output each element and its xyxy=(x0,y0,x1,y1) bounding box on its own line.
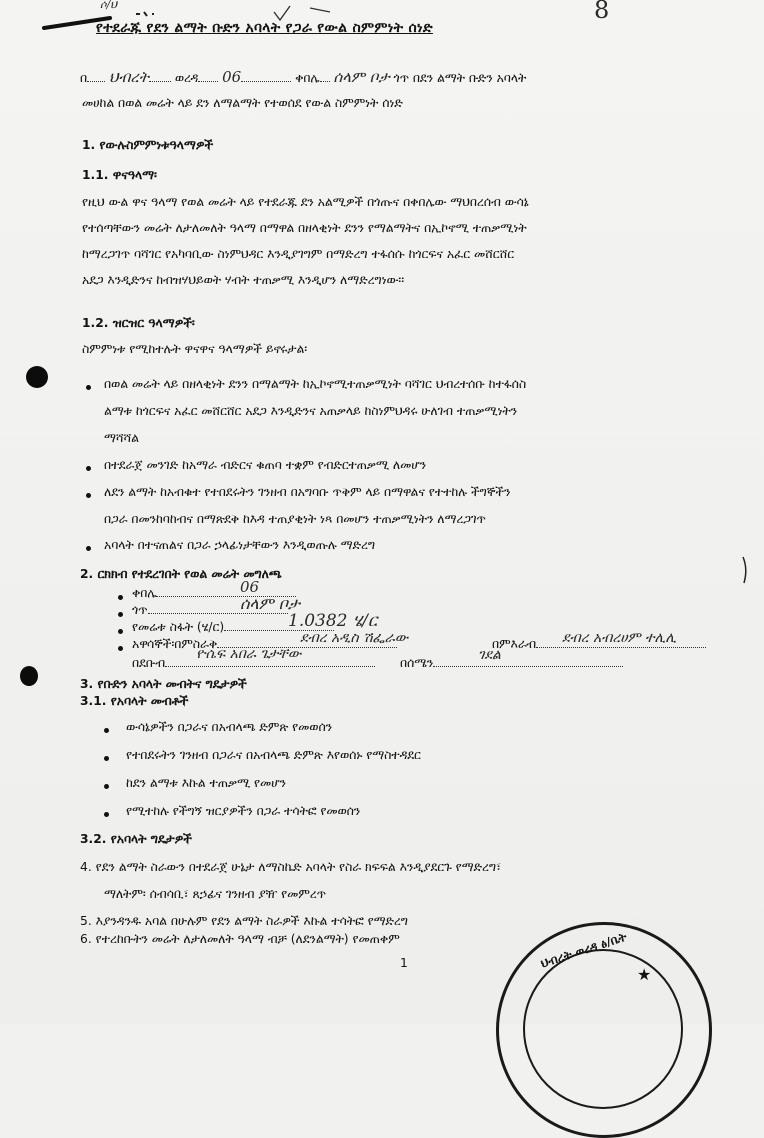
section-1-2-intro: ስምምነቱ የሚከተሉት ዋናዋና ዓላማዎች ይኖሩታል፡ xyxy=(82,342,308,356)
star-icon: ★ xyxy=(637,965,652,984)
bullet-icon xyxy=(118,612,123,617)
numbered-item-4: 4. የደን ልማት ስራውን በተደራጀ ሁኔታ ለማስኬድ አባላት የስራ ክፍፍል እንዲያደርጉ የማድረግ፣ xyxy=(80,860,502,874)
bullet-icon xyxy=(86,493,91,498)
margin-mark xyxy=(740,555,750,585)
bullet-icon xyxy=(118,595,123,600)
section-2-heading: 2. ርክክብ የተደረገበት የወል መሬት መግለጫ xyxy=(80,567,282,581)
field-label: በደቡብ xyxy=(132,656,166,670)
section-3-1-heading: 3.1. የአባላት መብቶች xyxy=(80,694,189,708)
document-title: የተደራጁ የደን ልማት ቡድን አባላት የጋራ የውል ስምምነት ሰነድ xyxy=(96,20,433,36)
section-3-2-heading: 3.2. የአባላት ግዴታዎች xyxy=(80,832,192,846)
handwritten-kebele: ሰላም ቦታ xyxy=(333,68,390,86)
intro-seg3: ቀበሌ xyxy=(295,71,320,85)
field-label: ቀበሌ xyxy=(132,586,157,600)
handwritten-kebele-value: 06 xyxy=(240,578,260,596)
handwritten-region: ህብረት xyxy=(108,68,149,86)
list-item-cont: ልማቱ ከጎርፍና አፈር መሸርሸር አደጋ እንዲድንና አጠቃላይ ከስነምህዳሩ ሁለገብ ተጠቃሚነትን xyxy=(104,404,518,418)
paragraph-line: የዚህ ውል ዋና ዓላማ የወል መሬት ላይ የተደራጁ ደን አልሚዎች በጎጡና በቀበሌው ማህበረሰብ ውሳኔ xyxy=(82,195,529,209)
official-stamp xyxy=(496,922,712,1138)
handwritten-east-value: ደብረ አዲስ ሽፌራው xyxy=(300,630,409,646)
punch-hole xyxy=(20,666,38,686)
punch-hole xyxy=(26,366,48,388)
handwritten-west-value: ደብረ አብረሀም ተሊሊ xyxy=(562,630,677,646)
list-item: ከደን ልማቱ እኩል ተጠቃሚ የመሆን xyxy=(126,776,286,790)
intro-seg1: በ xyxy=(80,71,88,85)
paragraph-line: አደጋ እንዲድንና ከብዝሃህይወት ሃብት ተጠቃሚ እንዲሆን ለማድረግነው፡፡ xyxy=(82,273,405,287)
bullet-icon xyxy=(118,629,123,634)
field-label: በምእራብ xyxy=(492,637,537,651)
bullet-icon xyxy=(118,646,123,651)
intro-seg2: ወረዳ xyxy=(174,71,199,85)
field-label: በሰሜን xyxy=(400,656,434,670)
bullet-icon xyxy=(86,466,91,471)
intro-line-2: መሀከል በወል መሬት ላይ ደን ለማልማት የተወሰደ የውል ስምምነት ሰነድ xyxy=(82,96,403,110)
handwritten-area-value: 1.0382 ሄ/ር xyxy=(288,611,378,631)
section-1-2-heading: 1.2. ዝርዝር ዓላማዎች፡ xyxy=(82,316,195,330)
bullet-icon xyxy=(104,812,109,817)
paragraph-line: የተሰጣቸውን መሬት ለታለመለት ዓላማ በማዋል በዘላቂነት ደንን የማልማትና በኢኮኖሚ ተጠቃሚነት xyxy=(82,221,527,235)
page-corner-mark: 8 xyxy=(594,0,610,24)
bullet-icon xyxy=(86,546,91,551)
numbered-item-4-cont: ማለትም፡ ሰብሳቢ፣ ጸኃፊና ገንዘብ ያዥ የመምረጥ xyxy=(104,887,326,901)
list-item: የተበደሩትን ገንዘብ በጋራና በአብላጫ ድምጽ እየወሰኑ የማስተዳደር xyxy=(126,748,421,762)
field-label: የመሬቱ ስፋት (ሄ/ር) xyxy=(132,620,225,634)
bullet-icon xyxy=(104,756,109,761)
list-item-cont: በጋራ በመንከባከብና በማጽደቅ ከእዳ ተጠያቂነት ነጻ በመሆን ተጠቃሚነትን ለማረጋገጥ xyxy=(104,512,486,526)
bullet-icon xyxy=(104,784,109,789)
list-item: በተደራጀ መንገድ ከአማራ ብድርና ቁጠባ ተቋም የብድርተጠቃሚ ለመሆን xyxy=(104,458,427,472)
section-3-heading: 3. የቡድን አባላት መብትና ግዴታዎች xyxy=(80,677,247,691)
handwritten-woreda: 06 xyxy=(222,68,242,86)
corner-scribble: ሶ/ህ xyxy=(100,0,118,11)
list-item-cont: ማሻሻል xyxy=(104,431,139,445)
bullet-icon xyxy=(86,385,91,390)
paragraph-line: ከማረጋገጥ ባሻገር የአካባቢው ስነምህዳር እንዲያገግም በማድረግ ተፋሰሱ ከጎርፍና አፈር መሸርሸር xyxy=(82,247,515,261)
intro-seg4: ጎጥ በደን ልማት ቡድን አባላት xyxy=(393,71,527,85)
handwritten-got-value: ሰላም ቦታ xyxy=(240,594,300,613)
numbered-item-5: 5. እያንዳንዱ አባል በሁሉም የደን ልማት ስራዎች እኩል ተሳትፎ የማድረግ xyxy=(80,914,408,928)
section-1-heading: 1. የውሉስምምነቱዓላማዎች xyxy=(82,138,214,152)
list-item: ለደን ልማት ከአብቁተ የተበደሩትን ገንዘብ በአግባቡ ጥቅም ላይ በማዋልና የተተከሉ ችግኞችን xyxy=(104,485,511,499)
list-item: የሚተከሉ የችግኝ ዝርያዎችን በጋራ ተሳትፎ የመወሰን xyxy=(126,804,361,818)
field-label: አዋሳኞች፡በምስራቅ xyxy=(132,637,218,651)
numbered-item-6: 6. የተረከቡትን መሬት ለታለመለት ዓላማ ብቻ (ለደንልማት) የመጠቀም xyxy=(80,932,400,946)
list-item: አባላት በተናጠልና በጋራ ኃላፊነታቸውን እንዲወጡሉ ማድረግ xyxy=(104,538,375,552)
field-south xyxy=(400,656,623,671)
stamp-text: ህብረት ወረዳ ፅ/ቤት xyxy=(538,929,629,971)
handwritten-south-value: ገደል xyxy=(478,647,501,663)
handwritten-north-value: ዮሴፍ አበራ ጌታቸው xyxy=(196,646,302,662)
bullet-icon xyxy=(104,728,109,733)
page-number: 1 xyxy=(400,956,408,970)
intro-line-1 xyxy=(80,68,526,86)
list-item: በወል መሬት ላይ በዘላቂነት ደንን በማልማት ከኢኮኖሚተጠቃሚነት ባሻገር ህብረተሰቡ ከተፋሰስ xyxy=(104,377,527,391)
field-label: ጎጥ xyxy=(132,603,148,617)
list-item: ውሳኔዎችን በጋራና በአብላጫ ድምጽ የመወሰን xyxy=(126,720,333,734)
section-1-1-heading: 1.1. ዋናዓላማ፡ xyxy=(82,168,157,182)
